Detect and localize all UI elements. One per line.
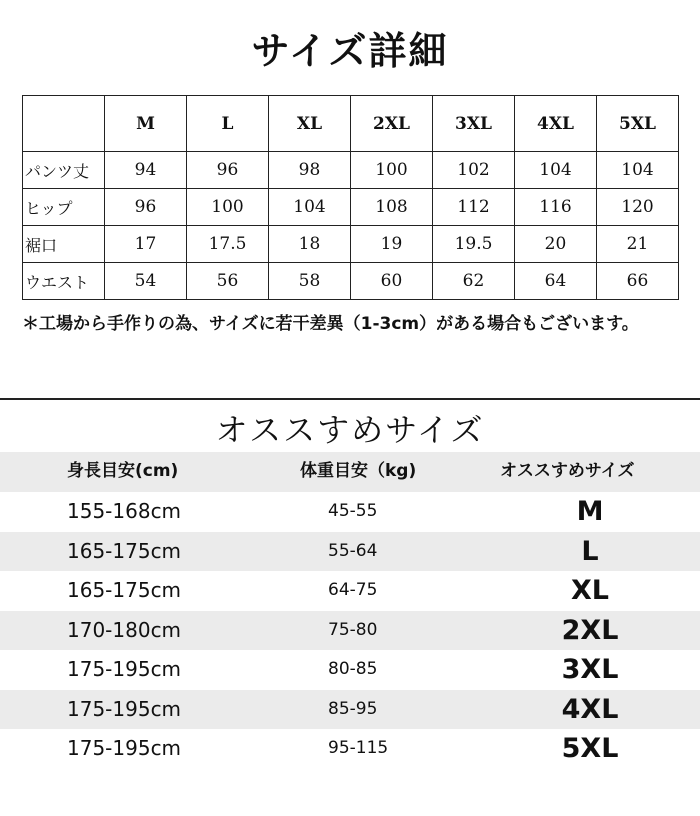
size-cell: 4XL [561, 693, 619, 725]
size-header: 4XL [515, 96, 597, 152]
table-cell: 94 [105, 152, 187, 189]
height-cell: 175-195cm [67, 736, 182, 760]
weight-cell: 55-64 [328, 540, 378, 561]
weight-cell: 95-115 [328, 738, 389, 758]
row-label: 裾口 [23, 226, 105, 263]
table-row [0, 650, 700, 690]
table-cell: 66 [597, 263, 679, 300]
table-cell: 98 [269, 152, 351, 189]
size-variance-note: ＊工場から手作りの為、サイズに若干差異（1-3cm）がある場合もございます。 [22, 314, 639, 334]
table-cell: 17.5 [187, 226, 269, 263]
table-cell: 19.5 [433, 226, 515, 263]
table-cell: 108 [351, 189, 433, 226]
size-header: 5XL [597, 96, 679, 152]
table-cell: 120 [597, 189, 679, 226]
size-cell: L [581, 535, 599, 567]
table-cell: 54 [105, 263, 187, 300]
table-cell: 104 [269, 189, 351, 226]
table-cell: 60 [351, 263, 433, 300]
table-row [0, 690, 700, 730]
size-header: オススすめサイズ [500, 461, 635, 481]
height-cell: 170-180cm [67, 617, 182, 642]
table-row [23, 263, 679, 300]
size-cell: 3XL [561, 654, 619, 685]
table-cell: 104 [597, 152, 679, 189]
weight-cell: 85-95 [328, 698, 378, 719]
table-cell: 102 [433, 152, 515, 189]
table-row [0, 611, 700, 651]
height-cell: 175-195cm [67, 696, 182, 721]
height-cell: 175-195cm [67, 657, 182, 681]
table-cell: 104 [515, 152, 597, 189]
table-row [23, 189, 679, 226]
recommend-header-row [0, 452, 700, 492]
table-cell: 62 [433, 263, 515, 300]
weight-cell: 75-80 [328, 619, 378, 640]
height-cell: 165-175cm [67, 578, 182, 602]
table-row [23, 226, 679, 263]
table-cell: 64 [515, 263, 597, 300]
size-cell: 2XL [561, 614, 619, 646]
table-cell: 56 [187, 263, 269, 300]
recommend-title: オススすめサイズ [215, 411, 485, 449]
table-row [0, 729, 700, 769]
table-cell: 18 [269, 226, 351, 263]
size-detail-table [22, 95, 679, 300]
table-cell: 17 [105, 226, 187, 263]
size-header: 2XL [351, 96, 433, 152]
row-label: ヒップ [23, 189, 105, 226]
table-cell: 20 [515, 226, 597, 263]
height-cell: 165-175cm [67, 538, 182, 563]
size-header: XL [269, 96, 351, 152]
weight-cell: 45-55 [328, 501, 378, 521]
size-cell: XL [570, 575, 610, 606]
size-cell: M [576, 496, 604, 527]
table-cell: 96 [187, 152, 269, 189]
table-cell: 100 [351, 152, 433, 189]
table-cell: 19 [351, 226, 433, 263]
table-row [0, 532, 700, 572]
table-row [0, 571, 700, 611]
size-header-row [23, 96, 679, 152]
row-label: パンツ丈 [23, 152, 105, 189]
table-cell: 116 [515, 189, 597, 226]
row-label: ウエスト [23, 263, 105, 300]
height-header: 身長目安(cm) [67, 461, 179, 481]
table-cell: 21 [597, 226, 679, 263]
table-cell: 100 [187, 189, 269, 226]
weight-cell: 64-75 [328, 580, 378, 600]
weight-header: 体重目安（kg) [300, 461, 417, 481]
size-cell: 5XL [561, 733, 619, 764]
section-divider [0, 398, 700, 400]
table-cell: 58 [269, 263, 351, 300]
weight-cell: 80-85 [328, 659, 378, 679]
table-row [0, 492, 700, 532]
height-cell: 155-168cm [67, 499, 182, 523]
size-header: M [105, 96, 187, 152]
table-cell: 96 [105, 189, 187, 226]
size-header: L [187, 96, 269, 152]
table-row [23, 152, 679, 189]
corner-cell [23, 96, 105, 152]
recommend-table [0, 452, 700, 769]
size-header: 3XL [433, 96, 515, 152]
size-detail-title: サイズ詳細 [251, 29, 449, 73]
table-cell: 112 [433, 189, 515, 226]
